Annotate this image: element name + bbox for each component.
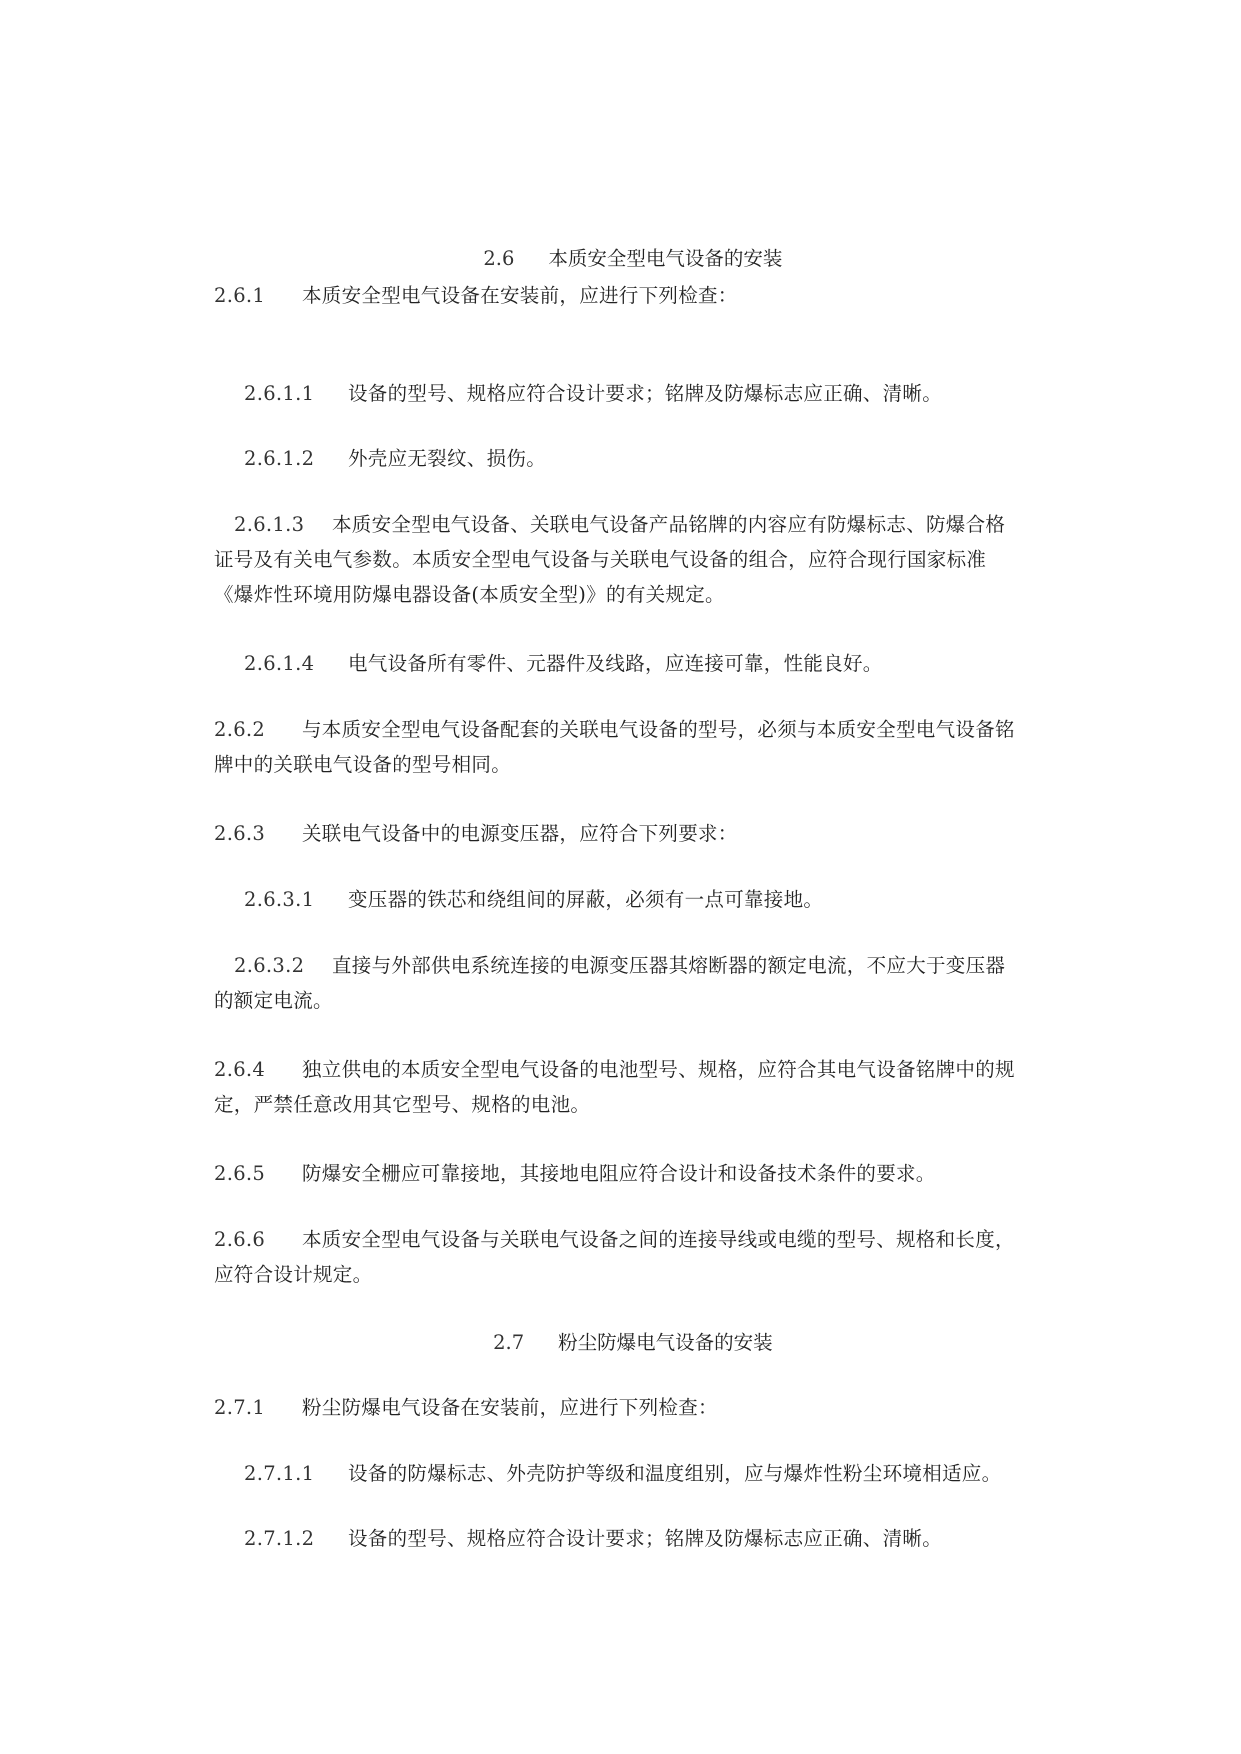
clause-2-6-3-1: [218, 870, 823, 929]
clause-2-6-1: [188, 266, 738, 325]
section-title: 粉尘防爆电气设备的安装: [558, 1330, 773, 1354]
clause-2-6-1-3-line-3: [188, 565, 725, 624]
clause-2-7-1: [188, 1378, 718, 1437]
section-title: 本质安全型电气设备的安装: [548, 246, 783, 270]
section-number: 2.7: [493, 1330, 525, 1354]
clause-text: 应符合设计规定。: [214, 1262, 373, 1286]
clause-number: 2.6.3.1: [244, 887, 315, 911]
clause-text: 本质安全型电气设备与关联电气设备之间的连接导线或电缆的型号、规格和长度，: [302, 1227, 1015, 1251]
clause-text: 与本质安全型电气设备配套的关联电气设备的型号，必须与本质安全型电气设备铭: [302, 717, 1015, 741]
section-heading-2-7: [0, 1313, 1241, 1372]
clause-2-6-4-line-2: [188, 1075, 590, 1134]
clause-2-6-2-line-2: [188, 735, 511, 794]
clause-text: 变压器的铁芯和绕组间的屏蔽，必须有一点可靠接地。: [348, 887, 824, 911]
clause-text: 外壳应无裂纹、损伤。: [348, 446, 547, 470]
clause-text: 《爆炸性环境用防爆电器设备(本质安全型)》的有关规定。: [214, 582, 725, 606]
clause-number: 2.6.3: [214, 821, 266, 845]
clause-2-6-5: [188, 1144, 936, 1203]
clause-number: 2.6.1.3: [234, 512, 305, 536]
clause-text: 牌中的关联电气设备的型号相同。: [214, 752, 512, 776]
clause-number: 2.6.4: [214, 1057, 266, 1081]
clause-text: 本质安全型电气设备在安装前，应进行下列检查：: [302, 283, 738, 307]
clause-text: 本质安全型电气设备、关联电气设备产品铭牌的内容应有防爆标志、防爆合格: [332, 512, 1006, 536]
clause-text: 独立供电的本质安全型电气设备的电池型号、规格，应符合其电气设备铭牌中的规: [302, 1057, 1015, 1081]
clause-number: 2.6.1.4: [244, 651, 315, 675]
clause-text: 的额定电流。: [214, 988, 333, 1012]
clause-number: 2.6.3.2: [234, 953, 305, 977]
clause-text: 关联电气设备中的电源变压器，应符合下列要求：: [302, 821, 738, 845]
clause-text: 证号及有关电气参数。本质安全型电气设备与关联电气设备的组合，应符合现行国家标准: [214, 547, 987, 571]
clause-2-6-1-2: [218, 429, 546, 488]
clause-number: 2.6.5: [214, 1161, 266, 1185]
clause-2-7-1-2: [218, 1509, 942, 1568]
clause-2-6-6-line-2: [188, 1245, 372, 1304]
clause-text: 设备的防爆标志、外壳防护等级和温度组别，应与爆炸性粉尘环境相适应。: [348, 1461, 1002, 1485]
clause-text: 设备的型号、规格应符合设计要求；铭牌及防爆标志应正确、清晰。: [348, 381, 943, 405]
clause-2-6-1-4: [218, 634, 883, 693]
clause-text: 粉尘防爆电气设备在安装前，应进行下列检查：: [302, 1395, 718, 1419]
clause-number: 2.7.1: [214, 1395, 266, 1419]
clause-number: 2.6.1.1: [244, 381, 315, 405]
clause-number: 2.6.1: [214, 283, 266, 307]
clause-2-6-3-2-line-2: [188, 971, 333, 1030]
clause-number: 2.6.2: [214, 717, 266, 741]
clause-2-6-3: [188, 804, 738, 863]
clause-2-7-1-1: [218, 1444, 1001, 1503]
clause-2-6-1-1: [218, 364, 942, 423]
clause-text: 定，严禁任意改用其它型号、规格的电池。: [214, 1092, 591, 1116]
clause-number: 2.7.1.1: [244, 1461, 315, 1485]
clause-number: 2.6.6: [214, 1227, 266, 1251]
clause-text: 直接与外部供电系统连接的电源变压器其熔断器的额定电流，不应大于变压器: [332, 953, 1006, 977]
clause-number: 2.6.1.2: [244, 446, 315, 470]
clause-text: 电气设备所有零件、元器件及线路，应连接可靠，性能良好。: [348, 651, 883, 675]
clause-number: 2.7.1.2: [244, 1526, 315, 1550]
clause-text: 防爆安全栅应可靠接地，其接地电阻应符合设计和设备技术条件的要求。: [302, 1161, 936, 1185]
clause-text: 设备的型号、规格应符合设计要求；铭牌及防爆标志应正确、清晰。: [348, 1526, 943, 1550]
section-number: 2.6: [483, 246, 515, 270]
